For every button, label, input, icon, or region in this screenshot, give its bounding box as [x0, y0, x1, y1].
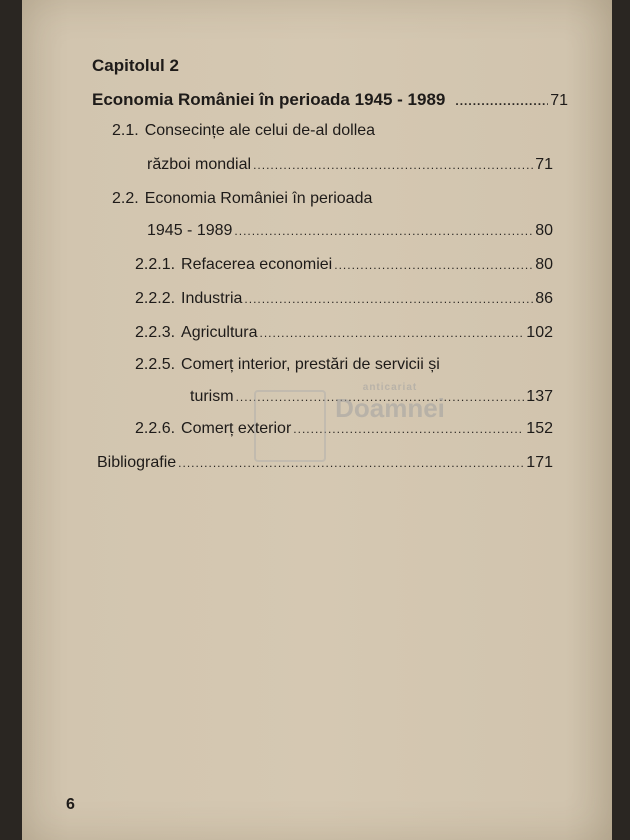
- toc-entry-number: 2.2.6.: [135, 420, 176, 437]
- chapter-title-entry: [92, 90, 568, 110]
- toc-entry-text: 1945 - 1989: [147, 222, 233, 239]
- toc-entry-page: 80: [535, 222, 553, 239]
- toc-entry-2-2-3: [135, 324, 553, 342]
- toc-entry-2-1-line1: [112, 122, 375, 140]
- bibliography-page: 171: [526, 454, 553, 471]
- toc-entry-2-2-2: [135, 290, 553, 308]
- toc-entry-text: Comerț exterior: [181, 420, 292, 437]
- toc-entry-text: turism: [190, 388, 234, 405]
- toc-entry-text: Consecințe ale celui de-al dollea: [144, 122, 376, 139]
- chapter-title-page: 71: [550, 92, 568, 109]
- toc-entry-number: 2.1.: [112, 122, 139, 139]
- toc-entry-text: Comerț interior, prestări de servicii și: [181, 356, 440, 373]
- toc-entry-page: 86: [535, 290, 553, 307]
- chapter-title: Economia României în perioada 1945 - 1989: [92, 90, 446, 109]
- toc-entry-page: 137: [526, 388, 553, 405]
- watermark: anticariat Doamnei: [335, 382, 445, 423]
- bibliography-label: Bibliografie: [97, 454, 177, 471]
- toc-entry-number: 2.2.2.: [135, 290, 176, 307]
- toc-entry-2-2-line2: [147, 222, 553, 240]
- toc-entry-number: 2.2.: [112, 190, 139, 207]
- toc-entry-text: Refacerea economiei: [181, 256, 333, 273]
- toc-entry-2-2-1: [135, 256, 553, 274]
- toc-entry-text: război mondial: [147, 156, 252, 173]
- toc-entry-page: 102: [526, 324, 553, 341]
- watermark-emblem: [254, 390, 326, 462]
- toc-entry-page: 80: [535, 256, 553, 273]
- toc-entry-2-1-line2: [147, 156, 553, 174]
- toc-entry-2-2-line1: [112, 190, 372, 208]
- book-page: [22, 0, 612, 840]
- toc-entry-number: 2.2.3.: [135, 324, 176, 341]
- toc-entry-page: 152: [526, 420, 553, 437]
- page-number: 6: [66, 796, 75, 813]
- toc-entry-text: Economia României în perioada: [144, 190, 373, 207]
- toc-entry-number: 2.2.5.: [135, 356, 176, 373]
- toc-entry-text: Industria: [181, 290, 243, 307]
- toc-entry-page: 71: [535, 156, 553, 173]
- chapter-label: Capitolul 2: [92, 56, 179, 75]
- toc-entry-text: Agricultura: [181, 324, 258, 341]
- toc-entry-number: 2.2.1.: [135, 256, 176, 273]
- toc-entry-2-2-5-line1: [135, 356, 440, 374]
